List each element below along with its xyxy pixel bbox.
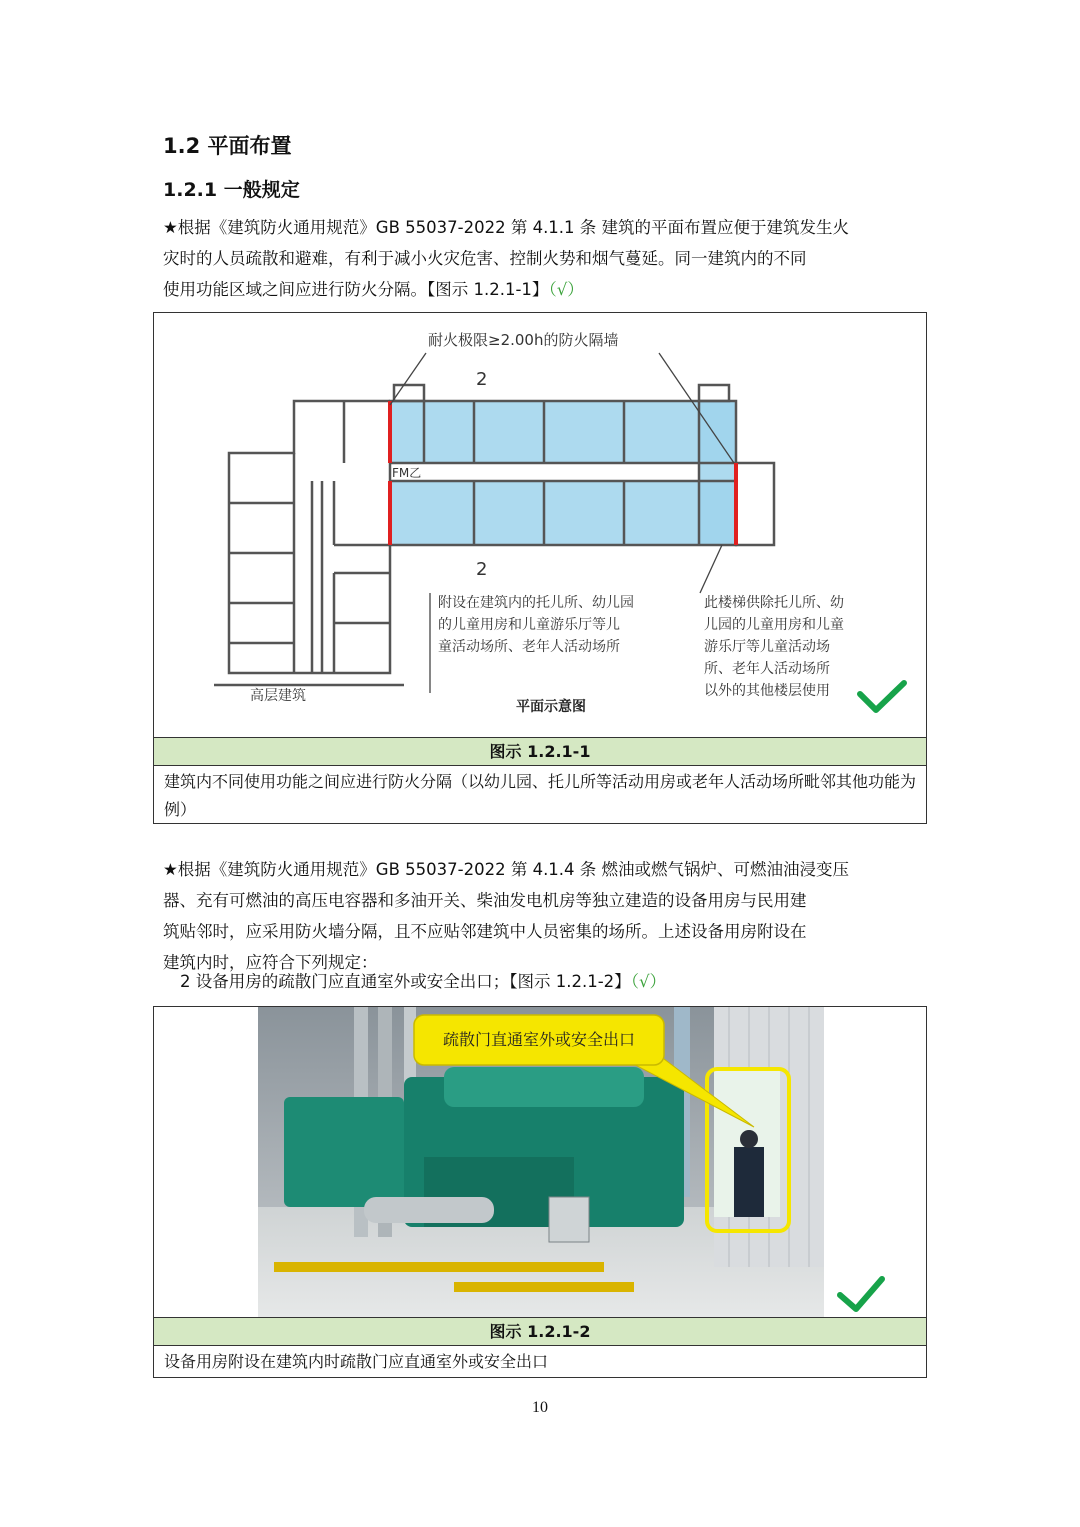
paragraph-line: 筑贴邻时，应采用防火墙分隔，且不应贴邻建筑中人员密集的场所。上述设备用房附设在 [163,922,807,941]
section-mark-top: 2 [476,369,488,390]
child-activity-zone-lower [390,481,736,545]
generator-room-photo [154,1007,926,1317]
figure-1-2-1-2 [153,1006,927,1378]
child-activity-zone-upper [390,401,736,463]
paragraph-line: ★根据《建筑防火通用规范》GB 55037-2022 第 4.1.4 条 燃油或燃气锅炉、可燃油油浸变压 [163,860,850,879]
note-left-line: 童活动场所、老年人活动场所 [438,639,620,655]
fm-door-label: FM乙 [392,466,422,480]
page-number: 10 [532,1399,548,1416]
plan-title: 平面示意图 [516,699,586,715]
check-icon [840,1279,882,1309]
note-right-line: 儿园的儿童用房和儿童 [704,617,844,633]
paragraph-line: 器、充有可燃油的高压电容器和多油开关、柴油发电机房等独立建造的设备用房与民用建 [163,891,807,910]
paragraph-4-1-4 [163,854,923,978]
figure-caption: 图示 1.2.1-2 [154,1317,926,1346]
figure-caption: 图示 1.2.1-1 [154,737,926,766]
compliance-check-text: （√） [630,972,666,991]
note-left-line: 附设在建筑内的托儿所、幼儿园 [438,595,634,611]
section-mark-bottom: 2 [476,559,488,580]
floor-plan-diagram [154,313,926,737]
high-rise-label: 高层建筑 [250,688,306,704]
list-item-2 [180,966,880,997]
note-right-line: 所、老年人活动场所 [704,661,830,677]
note-left-line: 的儿童用房和儿童游乐厅等儿 [438,617,620,633]
paragraph-line: 建筑内时，应符合下列规定： [163,953,378,972]
note-right-line: 以外的其他楼层使用 [704,683,830,699]
generator-unit [284,1097,404,1207]
check-icon [860,683,904,710]
paragraph-line: 灾时的人员疏散和避难，有利于减小火灾危害、控制火势和烟气蔓延。同一建筑内的不同 [163,249,807,268]
paragraph-line-text: 使用功能区域之间应进行防火分隔。【图示 1.2.1-1】 [163,280,549,299]
figure-1-2-1-1 [153,312,927,824]
subsection-heading: 1.2.1 一般规定 [163,179,300,201]
list-item-text: 2 设备用房的疏散门应直通室外或安全出口；【图示 1.2.1-2】 [180,972,631,991]
callout-text: 疏散门直通室外或安全出口 [442,1030,636,1049]
note-right-line: 此楼梯供除托儿所、幼 [704,595,844,611]
list-item-line [180,966,880,997]
figure-description: 设备用房附设在建筑内时疏散门应直通室外或安全出口 [154,1345,926,1377]
note-right-line: 游乐厅等儿童活动场 [704,639,830,655]
fire-wall-label: 耐火极限≥2.00h的防火隔墙 [428,331,619,349]
paragraph-line [163,274,923,305]
compliance-check-text: （√） [548,280,584,299]
paragraph-4-1-1 [163,212,923,305]
stair-zone-right [699,401,736,545]
paragraph-line: ★根据《建筑防火通用规范》GB 55037-2022 第 4.1.1 条 建筑的平面布置应便于建筑发生火 [163,218,850,237]
section-heading: 1.2 平面布置 [163,134,292,158]
figure-description: 建筑内不同使用功能之间应进行防火分隔（以幼儿园、托儿所等活动用房或老年人活动场所毗邻其他功能为例） [154,765,926,823]
